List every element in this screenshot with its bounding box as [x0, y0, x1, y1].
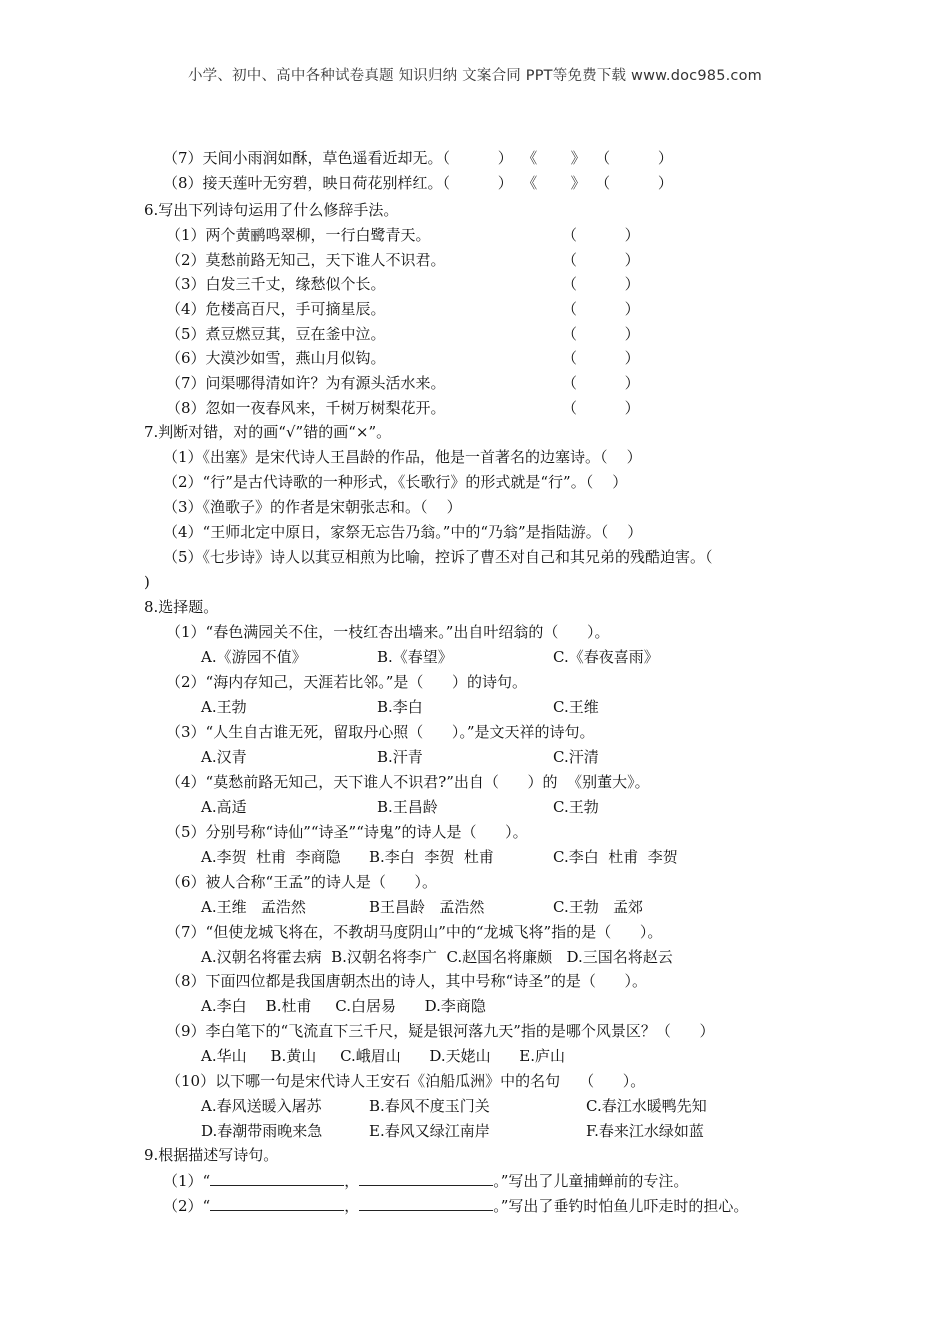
option[interactable]: D.春潮带雨晚来急 [201, 1122, 323, 1140]
option[interactable]: B.王昌龄 [377, 798, 438, 816]
q7-item-continuation: ) [144, 573, 150, 591]
option[interactable]: C.王勃 孟郊 [553, 898, 644, 916]
q6-item: （3）白发三千丈，缘愁似个长。 [166, 275, 386, 293]
q6-item: （6）大漠沙如雪，燕山月似钩。 [166, 349, 386, 367]
option[interactable]: B.李白 李贺 杜甫 [369, 848, 494, 866]
fill-in-blank[interactable] [359, 1195, 493, 1211]
q7-item: （3）《渔歌子》的作者是宋朝张志和。（ ） [163, 498, 462, 516]
q9-item-1-prefix: （1）“ [163, 1172, 211, 1190]
fill-in-blank[interactable] [359, 1170, 493, 1186]
option[interactable]: C.王维 [553, 698, 599, 716]
q6-answer-paren[interactable]: （ ） [562, 226, 640, 244]
q6-item: （4）危楼高百尺，手可摘星辰。 [166, 300, 386, 318]
q6-answer-paren[interactable]: （ ） [562, 399, 640, 417]
q8-question-7: （7）“但使龙城飞将在，不教胡马度阴山”中的“龙城飞将”指的是（ ）。 [166, 923, 663, 941]
q8-question-2: （2）“海内存知己，天涯若比邻。”是（ ）的诗句。 [166, 673, 527, 691]
q9-item-1-suffix: 。”写出了儿童捕蝉前的专注。 [493, 1172, 689, 1190]
option[interactable]: A.春风送暖入屠苏 [201, 1097, 322, 1115]
q8-title: 8.选择题。 [144, 598, 219, 616]
options-row[interactable]: A.李白 B.杜甫 C.白居易 D.李商隐 [201, 997, 486, 1015]
q8-question-10: （10）以下哪一句是宋代诗人王安石《泊船瓜洲》中的名句 （ ）。 [166, 1072, 646, 1090]
fill-in-blank[interactable] [210, 1170, 344, 1186]
q5-item-7: （7）天间小雨润如酥，草色遥看近却无。（ ） 《 》 （ ） [163, 149, 673, 167]
q7-item: （5）《七步诗》诗人以萁豆相煎为比喻，控诉了曹丕对自己和其兄弟的残酷迫害。（ [163, 548, 713, 566]
fill-in-blank[interactable] [210, 1195, 344, 1211]
option[interactable]: F.春来江水绿如蓝 [586, 1122, 704, 1140]
option[interactable]: A.王勃 [201, 698, 247, 716]
option[interactable]: E.春风又绿江南岸 [369, 1122, 490, 1140]
comma: ， [344, 1172, 360, 1190]
q6-item: （5）煮豆燃豆萁，豆在釜中泣。 [166, 325, 386, 343]
q7-item: （4）“王师北定中原日，家祭无忘告乃翁。”中的“乃翁”是指陆游。（ ） [163, 523, 643, 541]
q9-item-2 [163, 1195, 748, 1215]
option[interactable]: C.春江水暖鸭先知 [586, 1097, 707, 1115]
option[interactable]: A.王维 孟浩然 [201, 898, 306, 916]
option[interactable]: A.高适 [201, 798, 247, 816]
options-row[interactable]: A.汉朝名将霍去病 B.汉朝名将李广 C.赵国名将廉颇 D.三国名将赵云 [201, 948, 673, 966]
q8-question-4: （4）“莫愁前路无知己，天下谁人不识君?”出自（ ）的 《别董大》。 [166, 773, 650, 791]
q7-title: 7.判断对错，对的画“√”错的画“×”。 [144, 423, 392, 441]
q6-answer-paren[interactable]: （ ） [562, 275, 640, 293]
q8-question-9: （9）李白笔下的“飞流直下三千尺，疑是银河落九天”指的是哪个风景区？（ ） [166, 1022, 715, 1040]
option[interactable]: C.《春夜喜雨》 [553, 648, 659, 666]
option[interactable]: A.《游园不值》 [201, 648, 307, 666]
q6-item: （1）两个黄鹂鸣翠柳，一行白鹭青天。 [166, 226, 431, 244]
q6-item: （2）莫愁前路无知己，天下谁人不识君。 [166, 251, 446, 269]
q8-question-8: （8）下面四位都是我国唐朝杰出的诗人，其中号称“诗圣”的是（ ）。 [166, 972, 647, 990]
option[interactable]: A.李贺 杜甫 李商隐 [201, 848, 341, 866]
q9-item-2-prefix: （2）“ [163, 1197, 211, 1215]
q6-title: 6.写出下列诗句运用了什么修辞手法。 [144, 201, 399, 219]
q6-item: （7）问渠哪得清如许？为有源头活水来。 [166, 374, 446, 392]
q9-title: 9.根据描述写诗句。 [144, 1146, 279, 1164]
q6-answer-paren[interactable]: （ ） [562, 349, 640, 367]
options-row[interactable]: A.华山 B.黄山 C.峨眉山 D.天姥山 E.庐山 [201, 1047, 565, 1065]
q7-item: （1）《出塞》是宋代诗人王昌龄的作品，他是一首著名的边塞诗。（ ） [163, 448, 642, 466]
option[interactable]: B.李白 [377, 698, 423, 716]
q9-item-1 [163, 1170, 688, 1190]
option[interactable]: B王昌龄 孟浩然 [369, 898, 485, 916]
page-header: 小学、初中、高中各种试卷真题 知识归纳 文案合同 PPT等免费下载 www.doc985.com [187, 68, 763, 84]
q8-question-3: （3）“人生自古谁无死，留取丹心照（ ）。”是文天祥的诗句。 [166, 723, 595, 741]
option[interactable]: C.王勃 [553, 798, 599, 816]
option[interactable]: B.《春望》 [377, 648, 453, 666]
option[interactable]: C.李白 杜甫 李贺 [553, 848, 678, 866]
q6-answer-paren[interactable]: （ ） [562, 325, 640, 343]
q6-answer-paren[interactable]: （ ） [562, 374, 640, 392]
option[interactable]: A.汉青 [201, 748, 247, 766]
q6-answer-paren[interactable]: （ ） [562, 251, 640, 269]
q8-question-6: （6）被人合称“王孟”的诗人是（ ）。 [166, 873, 437, 891]
q6-answer-paren[interactable]: （ ） [562, 300, 640, 318]
q6-item: （8）忽如一夜春风来，千树万树梨花开。 [166, 399, 446, 417]
q7-item: （2）“行”是古代诗歌的一种形式，《长歌行》的形式就是“行”。（ ） [163, 473, 628, 491]
q5-item-8: （8）接天莲叶无穷碧，映日荷花别样红。（ ） 《 》 （ ） [163, 174, 673, 192]
q8-question-1: （1）“春色满园关不住，一枝红杏出墙来。”出自叶绍翁的（ ）。 [166, 623, 610, 641]
option[interactable]: B.汗青 [377, 748, 423, 766]
comma: ， [344, 1197, 360, 1215]
option[interactable]: C.汗清 [553, 748, 599, 766]
q9-item-2-suffix: 。”写出了垂钓时怕鱼儿吓走时的担心。 [493, 1197, 749, 1215]
option[interactable]: B.春风不度玉门关 [369, 1097, 490, 1115]
q8-question-5: （5）分别号称“诗仙”“诗圣”“诗鬼”的诗人是（ ）。 [166, 823, 528, 841]
